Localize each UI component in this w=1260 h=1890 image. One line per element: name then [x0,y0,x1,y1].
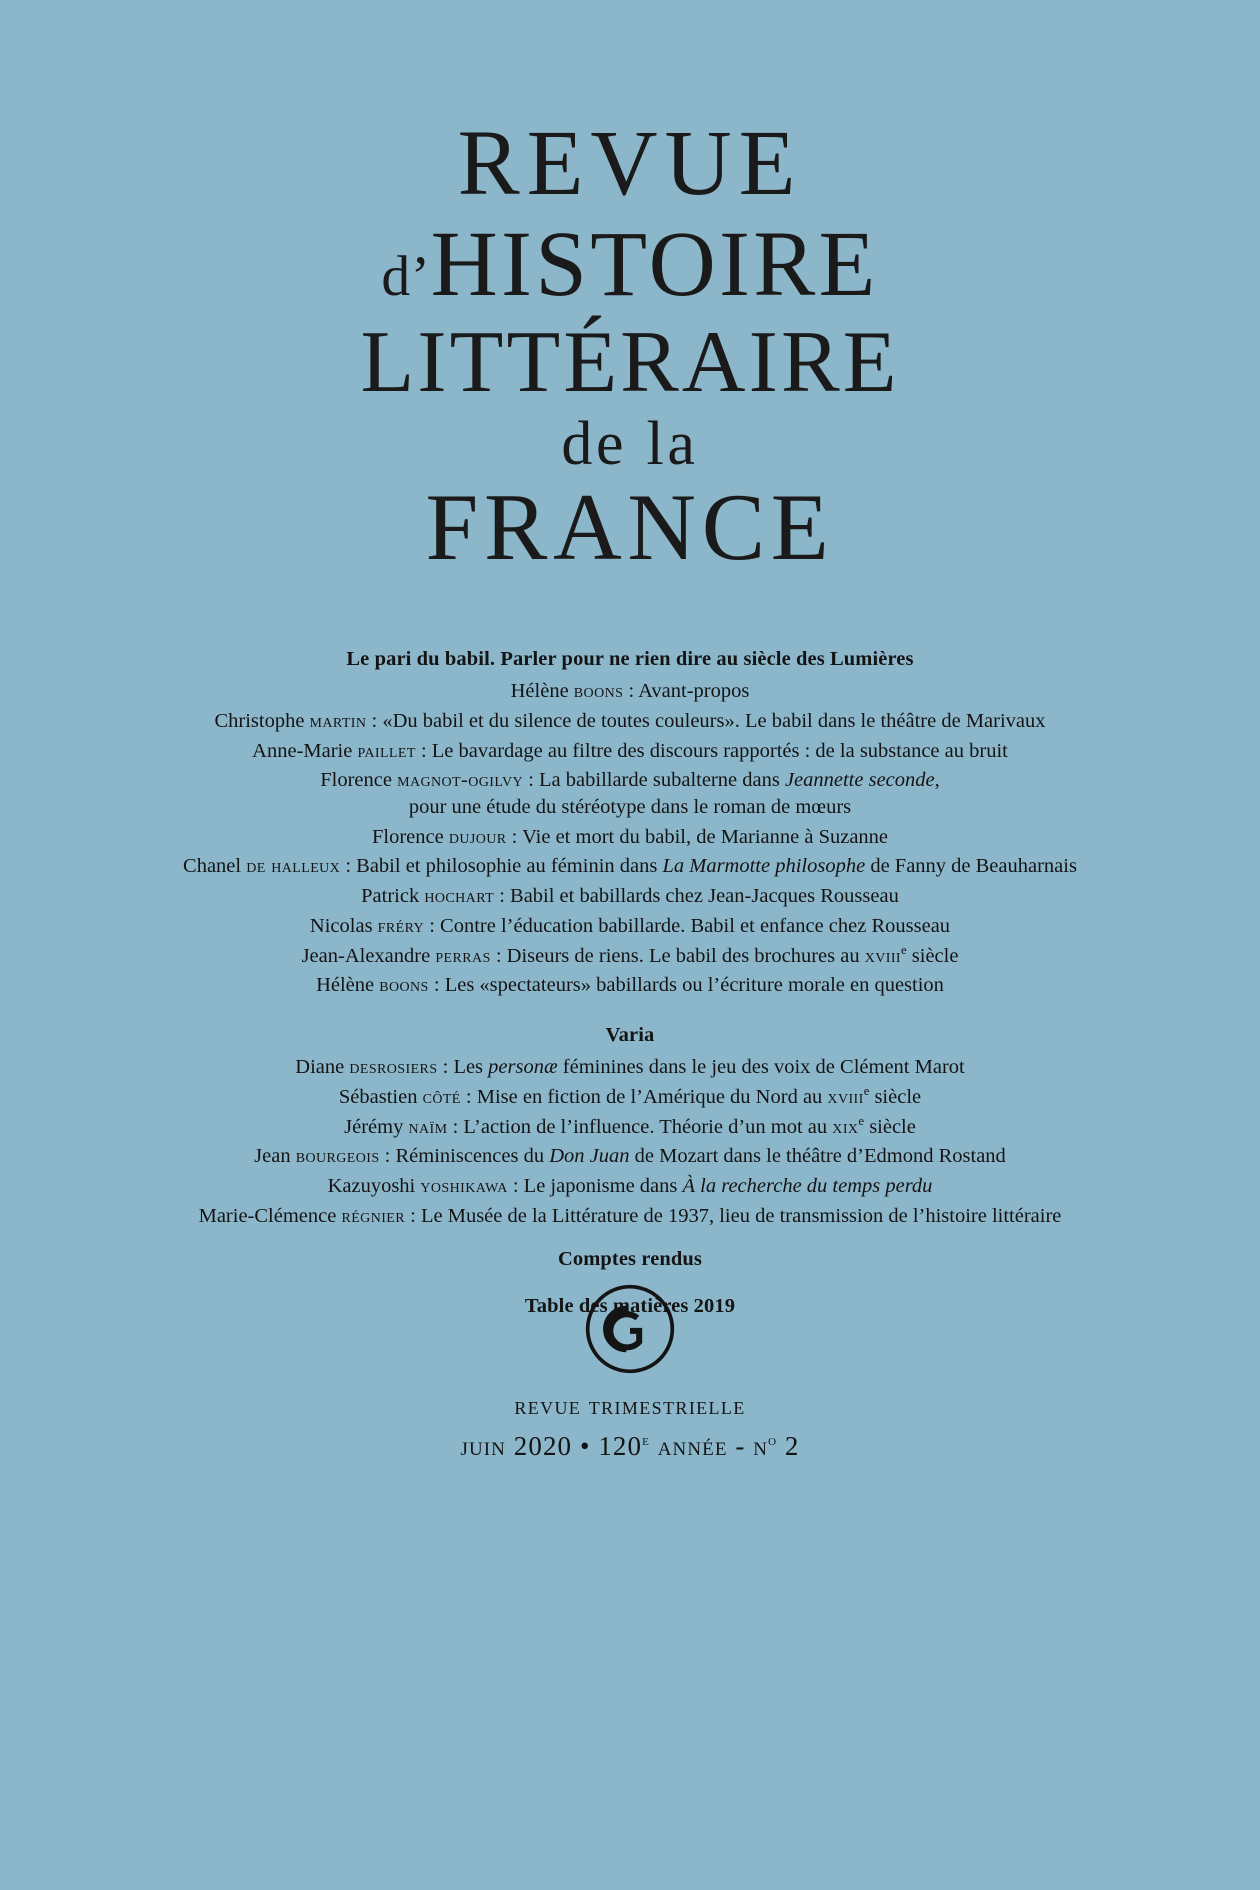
author-last-name: bourgeois [295,1145,380,1168]
author-last-name: perras [435,944,491,967]
footer-volume-ordinal: e [642,1431,650,1449]
article-title-italic: personæ [488,1056,558,1079]
article-title-tail: de Mozart dans le théâtre d’Edmond Rostand [629,1145,1006,1168]
author-first-name: Diane [295,1056,350,1079]
author-last-name: dujour [448,825,507,848]
masthead-line-litteraire: LITTÉRAIRE [360,314,900,412]
footer-annee-label: année [649,1431,728,1461]
separator: : [447,1115,464,1138]
footer-periodicity: revue trimestrielle [514,1393,746,1420]
century-numeral: xviii [864,944,901,967]
separator: : [415,739,432,762]
author-last-name: magnot-ogilvy [397,769,524,792]
toc-entry-continuation: pour une étude du stéréotype dans le roman de mœurs [408,795,852,818]
separator: : [494,885,511,908]
masthead-line-revue: REVUE [457,112,803,215]
spacer [50,1231,1210,1245]
article-title-tail: de Fanny de Beauharnais [865,855,1077,878]
author-first-name: Nicolas [309,914,378,937]
footer-number-prefix: n [753,1431,769,1461]
author-first-name: Jean [254,1145,296,1168]
classiques-garnier-logo-icon [584,1283,676,1375]
table-des-matieres-heading: Table des matières 2019 [524,1294,736,1317]
author-last-name: fréry [377,914,425,937]
article-title: La babillarde subalterne dans [539,769,785,792]
author-last-name: naïm [408,1115,448,1138]
article-title: Mise en fiction de l’Amérique du Nord au [476,1085,828,1108]
century-ordinal-suffix: e [858,1113,865,1128]
toc-entry [50,912,1210,942]
separator: : [506,825,523,848]
article-title: Réminiscences du [395,1145,550,1168]
author-first-name: Hélène [510,680,574,703]
publisher-logo [0,1283,1260,1380]
article-title-tail: siècle [906,944,959,967]
toc-entry [50,1202,1210,1232]
toc-entry [50,1113,1210,1143]
author-first-name: Christophe [214,709,310,732]
separator: : [428,974,445,997]
separator: : [379,1145,396,1168]
article-title: Le bavardage au filtre des discours rapportés : de la substance au bruit [431,739,1008,762]
toc-entry [50,766,1210,796]
author-last-name: boons [379,974,429,997]
table-of-contents [50,645,1210,1324]
article-title-italic: À la recherche du temps perdu [682,1175,933,1197]
toc-entry [50,1172,1210,1202]
author-first-name: Jean-Alexandre [301,944,436,967]
toc-entry [50,942,1210,972]
separator: : [460,1085,477,1108]
toc-entry [50,677,1210,707]
author-last-name: hochart [424,885,495,908]
toc-entry [50,852,1210,882]
article-title: Les [453,1056,489,1079]
article-title: Vie et mort du babil, de Marianne à Suzanne [522,825,889,848]
article-title-italic: La Marmotte philosophe [662,855,866,878]
separator: : [507,1175,524,1197]
toc-entry [50,737,1210,767]
author-first-name: Kazuyoshi [327,1175,421,1197]
masthead-line-dela: de la [561,410,699,479]
footer-month-year: juin 2020 [460,1431,573,1461]
footer-volume-number: 120 [598,1431,643,1461]
author-first-name: Patrick [361,885,425,908]
article-title: Le Musée de la Littérature de 1937, lieu de transmission de l’histoire littéraire [420,1204,1062,1227]
author-first-name: Florence [371,825,449,848]
article-title: «Du babil et du silence de toutes couleurs». Le babil dans le théâtre de Marivaux [382,709,1046,732]
separator: : [523,769,540,792]
article-title: Babil et babillards chez Jean-Jacques Rousseau [510,885,899,908]
author-first-name: Marie-Clémence [198,1204,342,1227]
article-title: Contre l’éducation babillarde. Babil et enfance chez Rousseau [440,914,951,937]
toc-entry [50,1142,1210,1172]
masthead-histoire-word: HISTOIRE [430,213,879,317]
article-title: Avant-propos [638,680,750,703]
author-first-name: Jérémy [344,1115,409,1138]
century-numeral: xviii [827,1085,864,1108]
separator: : [340,855,357,878]
century-ordinal-suffix: e [901,942,907,957]
article-title-tail: siècle [869,1085,922,1108]
varia-heading: Varia [605,1024,655,1047]
author-last-name: martin [309,709,367,732]
footer-number-ordinal: o [768,1431,778,1449]
century-ordinal-suffix: e [863,1084,870,1099]
masthead-dapostrophe: d’ [381,245,431,309]
article-title-tail: féminines dans le jeu des voix de Clément Marot [557,1056,965,1079]
masthead-line-histoire [0,213,1260,317]
article-title-tail: siècle [864,1115,916,1138]
separator: : [366,709,383,732]
separator: : [424,914,441,937]
article-title: Le japonisme dans [523,1175,683,1197]
author-first-name: Chanel [183,855,247,878]
cover-footer [0,1393,1260,1462]
toc-entry [50,1083,1210,1113]
article-title-tail: , [934,769,940,792]
toc-entry [50,1053,1210,1083]
author-last-name: yoshikawa [420,1175,508,1197]
article-title: Babil et philosophie au féminin dans [356,855,663,878]
author-last-name: desrosiers [349,1056,438,1079]
author-first-name: Anne-Marie [252,739,358,762]
footer-issue-line [0,1431,1260,1462]
century-numeral: xix [832,1115,859,1138]
author-first-name: Florence [320,769,398,792]
article-title-italic: Jeannette seconde [784,769,935,792]
author-first-name: Sébastien [338,1085,423,1108]
separator: : [405,1204,421,1227]
footer-dash: - [727,1431,754,1461]
toc-entry [50,823,1210,853]
author-last-name: régnier [341,1204,406,1227]
author-last-name: côté [422,1085,461,1108]
toc-entry [50,882,1210,912]
separator: : [623,680,639,703]
comptes-rendus-heading: Comptes rendus [557,1248,702,1271]
separator: : [437,1056,454,1079]
masthead-line-france: FRANCE [425,474,835,581]
article-title: Diseurs de riens. Le babil des brochures au [506,944,865,967]
toc-entry [50,707,1210,737]
article-title: L’action de l’influence. Théorie d’un mot au [463,1115,833,1138]
author-first-name: Hélène [316,974,380,997]
separator: : [490,944,507,967]
footer-bullet: • [579,1431,591,1461]
author-last-name: paillet [357,739,416,762]
toc-entry [50,971,1210,1001]
dossier-heading: Le pari du babil. Parler pour ne rien dire au siècle des Lumières [346,648,914,670]
author-last-name: boons [573,680,624,703]
article-title-italic: Don Juan [549,1145,630,1168]
author-last-name: de halleux [246,855,341,878]
article-title: Les «spectateurs» babillards ou l’écriture morale en question [444,974,944,997]
masthead [0,112,1260,581]
footer-issue-number: 2 [777,1431,800,1461]
